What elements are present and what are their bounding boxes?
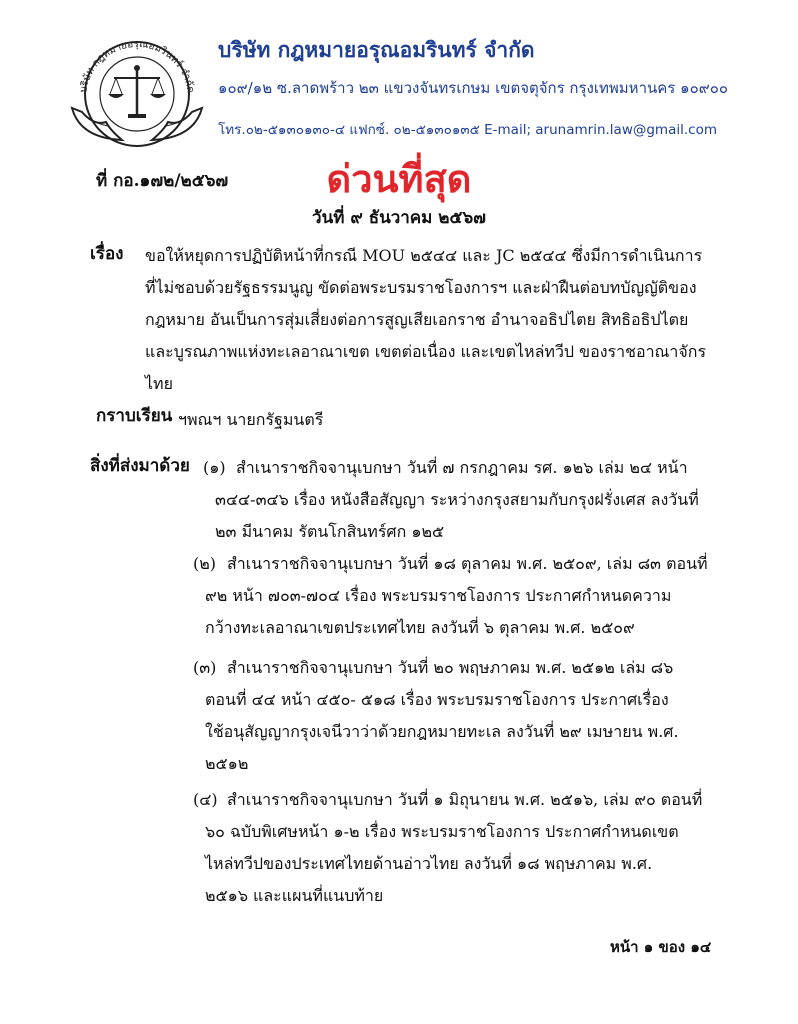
salutation-recipient: ฯพณฯ นายกรัฐมนตรี [178, 410, 324, 429]
enclosure-continuation [205, 684, 725, 780]
subject-line: ที่ไม่ชอบด้วยรัฐธรรมนูญ ขัดต่อพระบรมราชโองการฯ และฝ่าฝืนต่อบทบัญญัติของ [145, 278, 697, 297]
enclosure-item [193, 652, 723, 782]
enclosure-line: ๒๕๑๖ และแผนที่แนบท้าย [205, 886, 384, 905]
enclosure-number: (๔) [193, 790, 218, 809]
enclosure-line: ไหล่ทวีปของประเทศไทยด้านอ่าวไทย ลงวันที่ ๑๘ พฤษภาคม พ.ศ. [205, 854, 653, 873]
company-name: บริษัท กฎหมายอรุณอมรินทร์ จำกัด [218, 38, 535, 62]
subject-line: และบูรณภาพแห่งทะเลอาณาเขต เขตต่อเนื่อง และเขตไหล่ทวีป ของราชอาณาจักร [145, 342, 707, 361]
subject-line: ขอให้หยุดการปฏิบัติหน้าที่กรณี MOU ๒๕๔๔ และ JC ๒๕๔๔ ซึ่งมีการดำเนินการ [145, 246, 703, 265]
enclosure-line: ๓๔๔-๓๔๖ เรื่อง หนังสือสัญญา ระหว่างกรุงสยามกับกรุงฝรั่งเศส ลงวันที่ [215, 490, 699, 509]
subject-label: เรื่อง [90, 244, 124, 264]
enclosure-line: ตอนที่ ๔๔ หน้า ๔๕๐- ๕๑๘ เรื่อง พระบรมราชโองการ ประกาศเรื่อง [205, 690, 669, 709]
svg-text:บริษัท กฎหมายอรุณอมรินทร์ จำกั: บริษัท กฎหมายอรุณอมรินทร์ จำกัด [78, 38, 196, 94]
company-address: ๑๐๙/๑๒ ซ.ลาดพร้าว ๒๓ แขวงจันทรเกษม เขตจตุจักร กรุงเทพมหานคร ๑๐๙๐๐ [218, 79, 729, 97]
subject-text [145, 240, 715, 400]
subject-line: กฎหมาย อันเป็นการสุ่มเสี่ยงต่อการสูญเสียเอกราช อำนาจอธิปไตย สิทธิอธิปไตย [145, 310, 689, 329]
document-date: วันที่ ๙ ธันวาคม ๒๕๖๗ [312, 208, 486, 228]
company-seal-logo [66, 28, 208, 148]
urgency-stamp: ด่วนที่สุด [326, 157, 472, 201]
enclosure-number: (๓) [193, 658, 217, 677]
enclosure-continuation [205, 816, 725, 912]
enclosure-line: กว้างทะเลอาณาเขตประเทศไทย ลงวันที่ ๖ ตุลาคม พ.ศ. ๒๕๐๙ [205, 618, 635, 637]
page-number: หน้า ๑ ของ ๑๔ [610, 938, 712, 956]
enclosure-line: ๒๕๑๒ [205, 754, 249, 773]
enclosure-line: ใช้อนุสัญญากรุงเจนีวาว่าด้วยกฎหมายทะเล ลงวันที่ ๒๙ เมษายน พ.ศ. [205, 722, 679, 741]
subject-line: ไทย [145, 374, 173, 393]
enclosure-label: สิ่งที่ส่งมาด้วย [90, 456, 190, 476]
company-contact: โทร.๐๒-๕๑๓๐๑๓๐-๔ แฟกซ์. ๐๒-๕๑๓๐๑๓๕ E-mail; arunamrin.law@gmail.com [218, 122, 717, 138]
enclosure-number: (๒) [193, 554, 217, 573]
enclosure-line: ๙๒ หน้า ๗๐๓-๗๐๔ เรื่อง พระบรมราชโองการ ประกาศกำหนดความ [205, 586, 672, 605]
document-number: ที่ กอ.๑๗๒/๒๕๖๗ [96, 171, 229, 191]
enclosure-first-line: สำเนาราชกิจจานุเบกษา วันที่ ๗ กรกฎาคม รศ. ๑๒๖ เล่ม ๒๔ หน้า [236, 458, 688, 477]
enclosure-continuation [215, 484, 725, 548]
salutation-label: กราบเรียน [96, 406, 173, 426]
enclosure-continuation [205, 580, 725, 644]
enclosure-number: (๑) [203, 458, 226, 477]
enclosure-first-line: สำเนาราชกิจจานุเบกษา วันที่ ๑๘ ตุลาคม พ.ศ. ๒๕๐๙, เล่ม ๘๓ ตอนที่ [227, 554, 708, 573]
enclosure-first-line: สำเนาราชกิจจานุเบกษา วันที่ ๑ มิถุนายน พ.ศ. ๒๕๑๖, เล่ม ๙๐ ตอนที่ [227, 790, 703, 809]
enclosure-line: ๒๓ มีนาคม รัตนโกสินทร์ศก ๑๒๕ [215, 522, 445, 541]
enclosure-line: ๖๐ ฉบับพิเศษหน้า ๑-๒ เรื่อง พระบรมราชโองการ ประกาศกำหนดเขต [205, 822, 679, 841]
enclosure-item [193, 784, 723, 914]
enclosure-first-line: สำเนาราชกิจจานุเบกษา วันที่ ๒๐ พฤษภาคม พ.ศ. ๒๕๑๒ เล่ม ๘๖ [227, 658, 674, 677]
enclosure-item [193, 548, 723, 648]
